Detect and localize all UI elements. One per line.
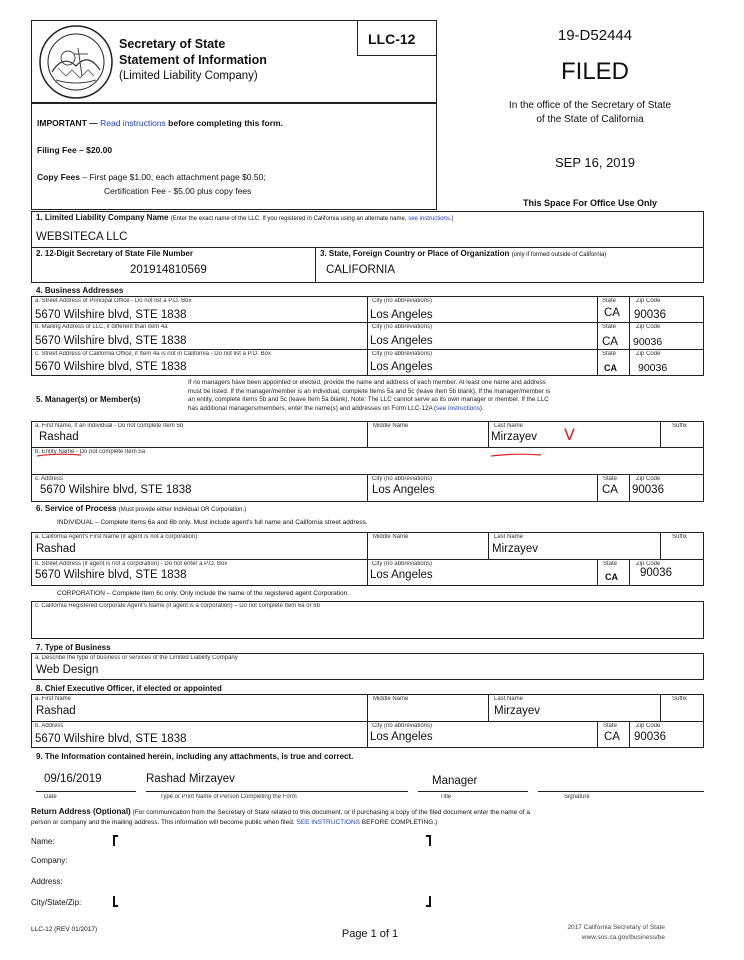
signature-line[interactable]: [538, 791, 704, 792]
item5-instructions: If no managers have been appointed or elected, provide the name and address of each member. At least one name and address must be listed. If the manager/member is an individual, complete Items 5a and 5c (leave Item 5b blank). If the manager/member is an entity, complete Items 5b and 5c (leave Item 5a blank). Note: The LLC cannot serve as its own manager or member. If the LLC has additional managers/members, enter the name(s) and addresses on Form LLC-12A (see instructions).: [188, 379, 551, 412]
office-line-1: In the office of the Secretary of State: [508, 100, 672, 111]
return-name-label: Name:: [31, 837, 55, 846]
office-use-label: This Space For Office Use Only: [522, 198, 658, 208]
form-subtitle: (Limited Liability Company): [119, 70, 258, 82]
llc-name-value: WEBSITECA LLC: [36, 231, 128, 243]
agency-name: Secretary of State: [119, 37, 226, 51]
business-type-value: Web Design: [36, 664, 99, 676]
red-check-mark: V: [564, 425, 575, 444]
return-company-label: Company:: [31, 856, 68, 865]
red-underline-first: [36, 444, 82, 447]
item1-label: 1. Limited Liability Company Name (Enter the exact name of the LLC. If you registered in California using an alternate name, see instructions.): [36, 213, 454, 222]
return-address-label: Address:: [31, 877, 63, 886]
return-instructions-link[interactable]: SEE INSTRUCTIONS: [296, 819, 360, 826]
state-seal-icon: [38, 24, 114, 100]
item6-label: 6. Service of Process (Must provide either Individual OR Corporation.): [36, 504, 247, 513]
item5-instructions-link[interactable]: see instructions: [436, 404, 480, 412]
page-number: Page 1 of 1: [341, 928, 399, 940]
filed-date: SEP 16, 2019: [555, 155, 635, 170]
manager-entity-name[interactable]: b. Entity Name - Do not complete Item 5a: [35, 449, 146, 455]
file-number-value: 201914810569: [130, 264, 207, 276]
website: www.sos.ca.gov/business/be: [581, 934, 665, 941]
item7-label: 7. Type of Business: [36, 643, 111, 652]
item8-label: 8. Chief Executive Officer, if elected or appointed: [36, 684, 222, 693]
individual-note: INDIVIDUAL – Complete Items 6a and 6b only. Must include agent's full name and California street address.: [57, 519, 368, 526]
return-address-area[interactable]: [112, 834, 432, 910]
copyright: 2017 California Secretary of State: [567, 924, 665, 931]
place-of-organization-value: CALIFORNIA: [326, 264, 396, 276]
important-notice: IMPORTANT — Read instructions before completing this form.: [37, 118, 283, 128]
filing-fee: Filing Fee – $20.00: [37, 145, 113, 155]
red-underline-last: [490, 444, 542, 447]
read-instructions-link[interactable]: Read instructions: [100, 118, 166, 128]
item4-label: 4. Business Addresses: [36, 286, 124, 295]
item1-instructions-link[interactable]: see instructions: [408, 216, 450, 222]
copy-fees: Copy Fees – First page $1.00; each attachment page $0.50;: [37, 172, 266, 182]
item3-label: 3. State, Foreign Country or Place of Organization (only if formed outside of California): [320, 249, 607, 258]
item9-label: 9. The Information contained herein, including any attachments, is true and correct.: [36, 752, 354, 761]
certification-fee: Certification Fee - $5.00 plus copy fees: [104, 186, 252, 196]
office-line-2: of the State of California: [536, 114, 644, 125]
signer-title: Manager: [432, 775, 478, 787]
manager-last-name: Mirzayev: [491, 431, 538, 443]
form-code: LLC-12: [368, 31, 416, 47]
manager-first-name: Rashad: [39, 431, 79, 443]
signer-name: Rashad Mirzayev: [146, 773, 235, 785]
return-city-label: City/State/Zip:: [31, 898, 82, 907]
return-address-header: Return Address (Optional) (For communication from the Secretary of State related to this document, or if purchasing a copy of the filed document enter the name of a person or company and the mailing address. This information will become public when filed. SEE INSTRUCTIONS BEFORE COMPLETING.): [31, 807, 530, 826]
form-revision: LLC-12 (REV 01/2017): [31, 926, 98, 933]
item2-label: 2. 12-Digit Secretary of State File Number: [36, 249, 193, 258]
form-title: Statement of Information: [119, 53, 267, 67]
item5-label: 5. Manager(s) or Member(s): [36, 395, 141, 404]
corporation-note: CORPORATION – Complete Item 6c only. Only include the name of the registered agent Corporation.: [57, 590, 350, 597]
signature-date: 09/16/2019: [44, 773, 102, 785]
document-number: 19-D52444: [557, 27, 633, 44]
filed-stamp: FILED: [560, 58, 629, 85]
